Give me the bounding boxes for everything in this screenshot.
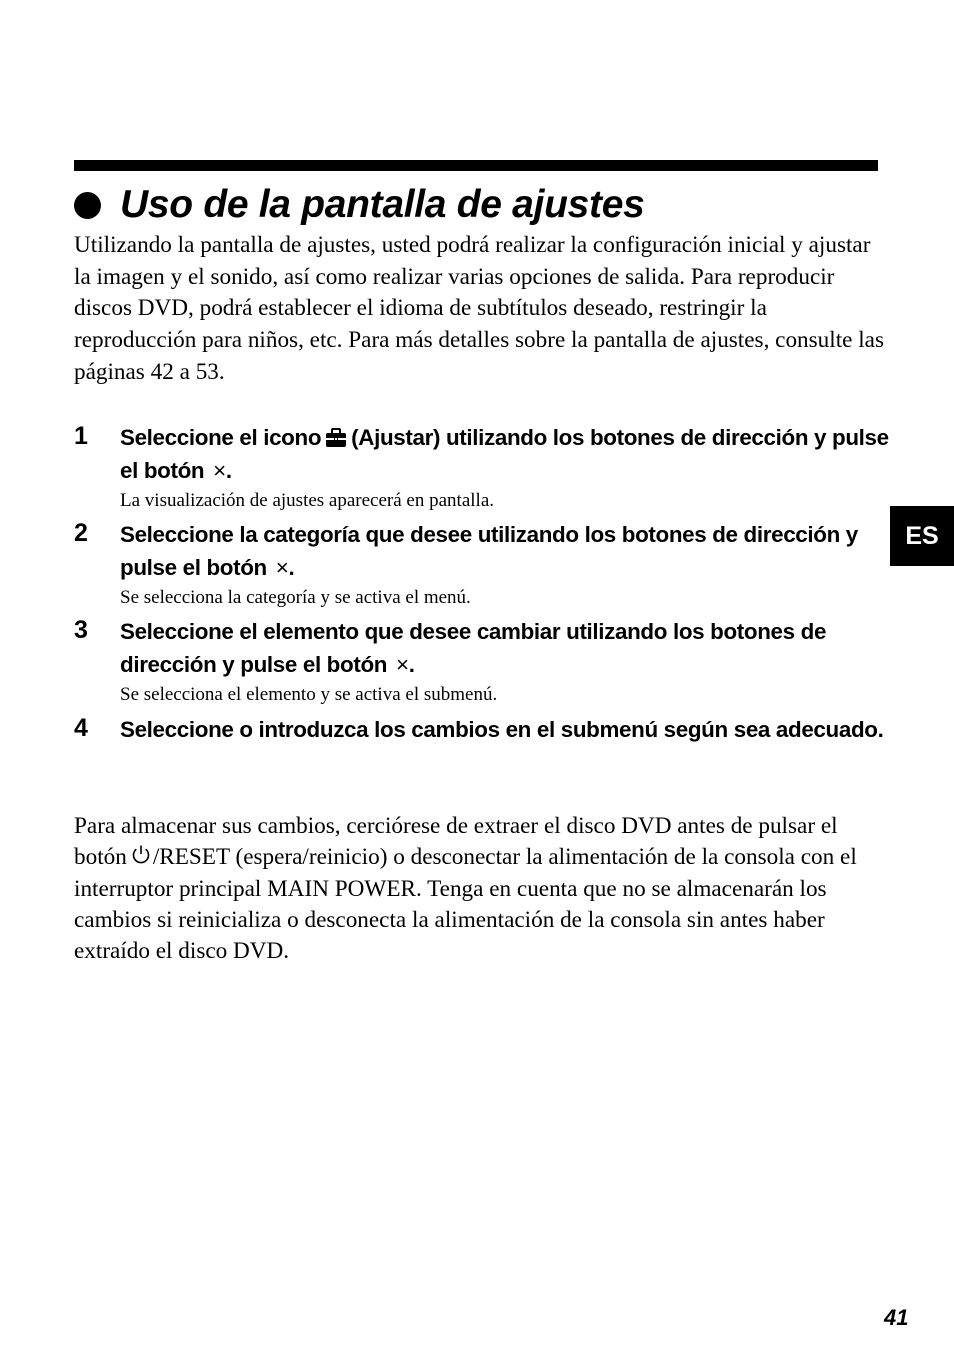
step-end-punctuation: . — [225, 458, 232, 483]
step-text-part: (Ajustar) utilizando los botones de dirección y pulse el botón — [120, 425, 889, 483]
cross-button-icon: × — [395, 652, 409, 677]
closing-paragraph — [74, 811, 886, 967]
language-tab: ES — [890, 506, 954, 566]
step-instruction — [120, 518, 894, 584]
step-end-punctuation: . — [288, 555, 295, 580]
step-text-part: Seleccione el icono — [120, 425, 322, 450]
step-2 — [74, 518, 894, 611]
step-number: 3 — [74, 616, 88, 644]
section-heading — [74, 180, 884, 230]
step-text-part: Seleccione la categoría que desee utilizando los botones de dirección y pulse el botón — [120, 522, 858, 580]
step-note: Se selecciona el elemento y se activa el submenú. — [120, 684, 498, 705]
power-icon — [130, 844, 152, 866]
cross-button-icon: × — [213, 458, 226, 483]
step-instruction — [120, 421, 894, 487]
cross-button-icon: × — [275, 555, 289, 580]
step-1 — [74, 421, 894, 514]
step-instruction — [120, 615, 894, 681]
closing-text-part: /RESET (espera/reinicio) o desconectar la alimentación de la consola con el interruptor principal MAIN POWER. Tenga en cuenta que no se almacenarán los cambios si reinicializa o desconecta la alimentación de la consola sin antes haber extraído el disco DVD. — [74, 844, 857, 965]
step-number: 4 — [74, 714, 88, 742]
step-note: Se selecciona la categoría y se activa el menú. — [120, 587, 471, 608]
toolbox-icon — [325, 428, 347, 448]
page-title: Uso de la pantalla de ajustes — [120, 183, 645, 226]
step-number: 2 — [74, 519, 88, 547]
step-text-part: Seleccione el elemento que desee cambiar utilizando los botones de dirección y pulse el botón — [120, 619, 827, 677]
step-note: La visualización de ajustes aparecerá en pantalla. — [120, 490, 494, 511]
step-end-punctuation: . — [408, 652, 415, 677]
step-3 — [74, 615, 894, 708]
bullet-circle-icon — [74, 192, 101, 219]
step-instruction: Seleccione o introduzca los cambios en el submenú según sea adecuado. — [120, 717, 884, 742]
page-number: 41 — [884, 1305, 909, 1330]
intro-paragraph: Utilizando la pantalla de ajustes, usted podrá realizar la configuración inicial y ajustar la imagen y el sonido, así como realizar varias opciones de salida. Para reproducir discos DVD, podrá establecer el idioma de subtítulos deseado, restringir la reproducción para niños, etc. Para más detalles sobre la pantalla de ajustes, consulte las páginas 42 a 53. — [74, 232, 884, 385]
closing-text-part: Para almacenar sus cambios, cerciórese de extraer el disco DVD antes de pulsar el botón — [74, 813, 838, 871]
top-rule — [74, 160, 878, 171]
step-number: 1 — [74, 422, 88, 450]
step-4 — [74, 713, 894, 746]
